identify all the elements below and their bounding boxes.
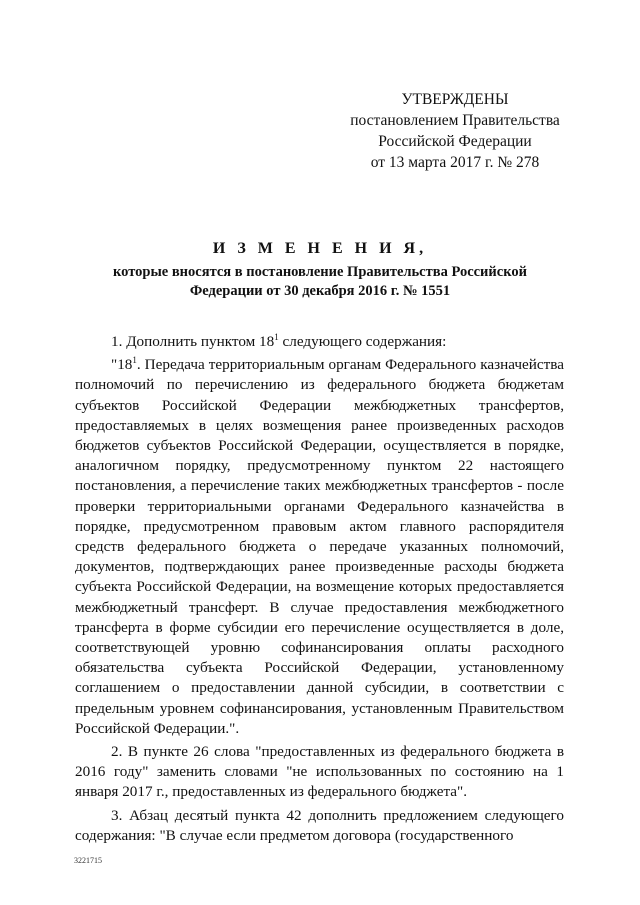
- document-code: 3221715: [74, 856, 102, 865]
- approval-date-number: от 13 марта 2017 г. № 278: [370, 154, 540, 171]
- paragraph-3: 2. В пункте 26 слова "предоставленных из федерального бюджета в 2016 году" заменить словами "не использованных по состоянию на 1 января 2017 г., предоставленных из федерального бюджета".: [75, 743, 564, 801]
- approval-stamp: [340, 89, 570, 173]
- document-body: [75, 332, 564, 846]
- approval-line: Российской Федерации: [378, 133, 532, 150]
- document-subtitle: [60, 263, 580, 301]
- subtitle-line: Федерации от 30 декабря 2016 г. № 1551: [189, 283, 451, 299]
- paragraph-2: [75, 355, 564, 739]
- paragraph-text: . Передача территориальным органам Федерального казначейства полномочий по перечислению из федерального бюджета бюджетам субъектов Российской Федерации межбюджетных трансфертов, предоставляемых в целях возмещения ранее произведенных расходов бюджетов субъектов Российской Федерации, осуществляется в порядке, аналогичном порядку, предусмотренному пунктом 22 настоящего постановления, а перечисление таких межбюджетных трансфертов - после проверки территориальными органами Федерального казначейства в порядке, предусмотренном правовым актом главного распорядителя средств федерального бюджета о передаче указанных полномочий, документов, подтверждающих ранее произведенные расходы бюджета субъекта Российской Федерации, на возмещение которых предоставляется межбюджетный трансферт. В случае предоставления межбюджетного трансферта в форме субсидии его перечисление осуществляется в доле, соответствующей уровню софинансирования оплаты расходного обязательства субъекта Российской Федерации, установленному соглашением о предоставлении данной субсидии, в соответствии с предельным уровнем софинансирования, установленным Правительством Российской Федерации.".: [75, 356, 564, 737]
- subtitle-line: которые вносятся в постановление Правительства Российской: [113, 264, 527, 280]
- document-title: И З М Е Н Е Н И Я,: [212, 240, 428, 257]
- paragraph-text: следующего содержания:: [278, 333, 447, 350]
- paragraph-text: "18: [111, 356, 133, 374]
- paragraph-text: 1. Дополнить пунктом 18: [111, 333, 275, 350]
- superscript: 1: [274, 332, 279, 342]
- approval-line: постановлением Правительства: [350, 112, 560, 129]
- paragraph-4: 3. Абзац десятый пункта 42 дополнить предложением следующего содержания: "В случае если предметом договора (государственного: [75, 806, 564, 844]
- approval-title: УТВЕРЖДЕНЫ: [401, 91, 509, 108]
- superscript: 1: [132, 355, 137, 366]
- paragraph-1: [75, 332, 564, 352]
